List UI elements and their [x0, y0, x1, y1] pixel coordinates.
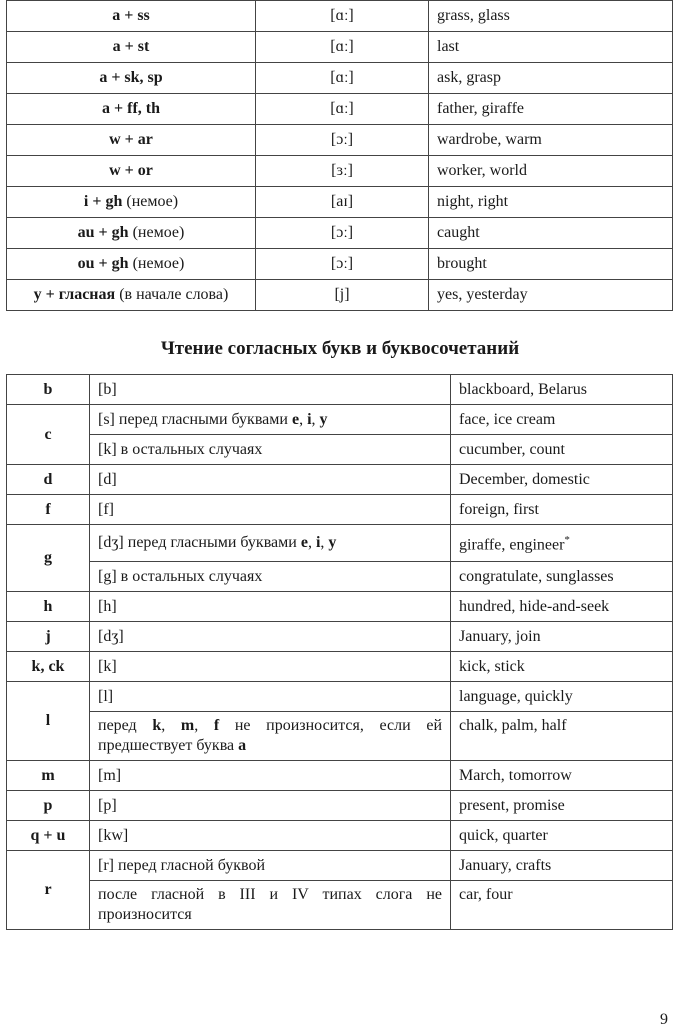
examples-cell: language, quickly	[451, 682, 673, 712]
rule-cell: [h]	[90, 592, 451, 622]
examples-cell: chalk, palm, half	[451, 712, 673, 761]
examples-cell: blackboard, Belarus	[451, 375, 673, 405]
rule-cell: [p]	[90, 791, 451, 821]
examples-cell: giraffe, engineer*	[451, 525, 673, 562]
letter-cell: c	[7, 405, 90, 465]
combination-cell: au + gh (немое)	[7, 218, 256, 249]
examples-cell: car, four	[451, 881, 673, 930]
letter-cell: k, ck	[7, 652, 90, 682]
table-row	[7, 851, 673, 881]
examples-cell: quick, quarter	[451, 821, 673, 851]
table-row	[7, 375, 673, 405]
table-row	[7, 592, 673, 622]
letter-cell: p	[7, 791, 90, 821]
examples-cell: wardrobe, warm	[429, 125, 673, 156]
rule-cell: [b]	[90, 375, 451, 405]
table-row	[7, 1, 673, 32]
examples-cell: father, giraffe	[429, 94, 673, 125]
examples-cell: face, ice cream	[451, 405, 673, 435]
examples-cell: kick, stick	[451, 652, 673, 682]
sound-cell: [ɑː]	[256, 32, 429, 63]
table-row	[7, 465, 673, 495]
combination-cell: a + ss	[7, 1, 256, 32]
examples-cell: hundred, hide-and-seek	[451, 592, 673, 622]
table-row	[7, 156, 673, 187]
table-row	[7, 63, 673, 94]
combination-cell: ou + gh (немое)	[7, 249, 256, 280]
rule-cell: [s] перед гласными буквами e, i, y	[90, 405, 451, 435]
sound-cell: [ɑː]	[256, 63, 429, 94]
sound-cell: [ɔː]	[256, 125, 429, 156]
table-row	[7, 652, 673, 682]
table-row	[7, 218, 673, 249]
rule-cell: [g] в остальных случаях	[90, 562, 451, 592]
sound-cell: [ɔː]	[256, 249, 429, 280]
sound-cell: [j]	[256, 280, 429, 311]
sound-cell: [ɜː]	[256, 156, 429, 187]
table-row	[7, 761, 673, 791]
sound-cell: [ɔː]	[256, 218, 429, 249]
examples-cell: ask, grasp	[429, 63, 673, 94]
table-row	[7, 125, 673, 156]
table-row	[7, 249, 673, 280]
table-row	[7, 32, 673, 63]
rule-cell: [d]	[90, 465, 451, 495]
examples-cell: worker, world	[429, 156, 673, 187]
rule-cell: перед k, m, f не произносится, если ей предшествует буква a	[90, 712, 451, 761]
rule-cell: [m]	[90, 761, 451, 791]
sound-cell: [ɑː]	[256, 1, 429, 32]
table-row	[7, 495, 673, 525]
examples-cell: December, domestic	[451, 465, 673, 495]
table-row	[7, 622, 673, 652]
table-row	[7, 525, 673, 562]
letter-cell: f	[7, 495, 90, 525]
rule-cell: после гласной в III и IV типах слога не произносится	[90, 881, 451, 930]
section-title: Чтение согласных букв и буквосочетаний	[160, 338, 520, 359]
table-row	[7, 821, 673, 851]
examples-cell: March, tomorrow	[451, 761, 673, 791]
footnote-mark: *	[564, 534, 570, 547]
examples-cell: caught	[429, 218, 673, 249]
combination-cell: a + st	[7, 32, 256, 63]
sound-cell: [ɑː]	[256, 94, 429, 125]
table-row	[7, 405, 673, 435]
letter-cell: l	[7, 682, 90, 761]
examples-cell: foreign, first	[451, 495, 673, 525]
combination-cell: w + or	[7, 156, 256, 187]
table-row	[7, 280, 673, 311]
page-number: 9	[660, 1011, 668, 1028]
table-row	[7, 562, 673, 592]
letter-cell: h	[7, 592, 90, 622]
combination-cell: a + sk, sp	[7, 63, 256, 94]
rule-cell: [r] перед гласной буквой	[90, 851, 451, 881]
examples-cell: congratulate, sunglasses	[451, 562, 673, 592]
table-row	[7, 435, 673, 465]
examples-cell: last	[429, 32, 673, 63]
consonants-table	[6, 374, 673, 930]
table-row	[7, 187, 673, 218]
combination-cell: w + ar	[7, 125, 256, 156]
examples-cell: January, crafts	[451, 851, 673, 881]
rule-cell: [kw]	[90, 821, 451, 851]
rule-cell: [dʒ]	[90, 622, 451, 652]
examples-cell: present, promise	[451, 791, 673, 821]
letter-cell: d	[7, 465, 90, 495]
combination-cell: a + ff, th	[7, 94, 256, 125]
letter-cell: m	[7, 761, 90, 791]
vowel-combinations-table	[6, 0, 673, 311]
letter-cell: q + u	[7, 821, 90, 851]
rule-cell: [dʒ] перед гласными буквами e, i, y	[90, 525, 451, 562]
sound-cell: [aɪ]	[256, 187, 429, 218]
table-row	[7, 712, 673, 761]
rule-cell: [k] в остальных случаях	[90, 435, 451, 465]
combination-cell: i + gh (немое)	[7, 187, 256, 218]
letter-cell: j	[7, 622, 90, 652]
letter-cell: r	[7, 851, 90, 930]
table-row	[7, 881, 673, 930]
table-row	[7, 94, 673, 125]
rule-cell: [k]	[90, 652, 451, 682]
rule-cell: [l]	[90, 682, 451, 712]
examples-cell: grass, glass	[429, 1, 673, 32]
examples-cell: yes, yesterday	[429, 280, 673, 311]
letter-cell: b	[7, 375, 90, 405]
letter-cell: g	[7, 525, 90, 592]
rule-cell: [f]	[90, 495, 451, 525]
combination-cell: y + гласная (в начале слова)	[7, 280, 256, 311]
table-row	[7, 791, 673, 821]
examples-cell: brought	[429, 249, 673, 280]
examples-cell: cucumber, count	[451, 435, 673, 465]
examples-cell: night, right	[429, 187, 673, 218]
table-row	[7, 682, 673, 712]
examples-cell: January, join	[451, 622, 673, 652]
